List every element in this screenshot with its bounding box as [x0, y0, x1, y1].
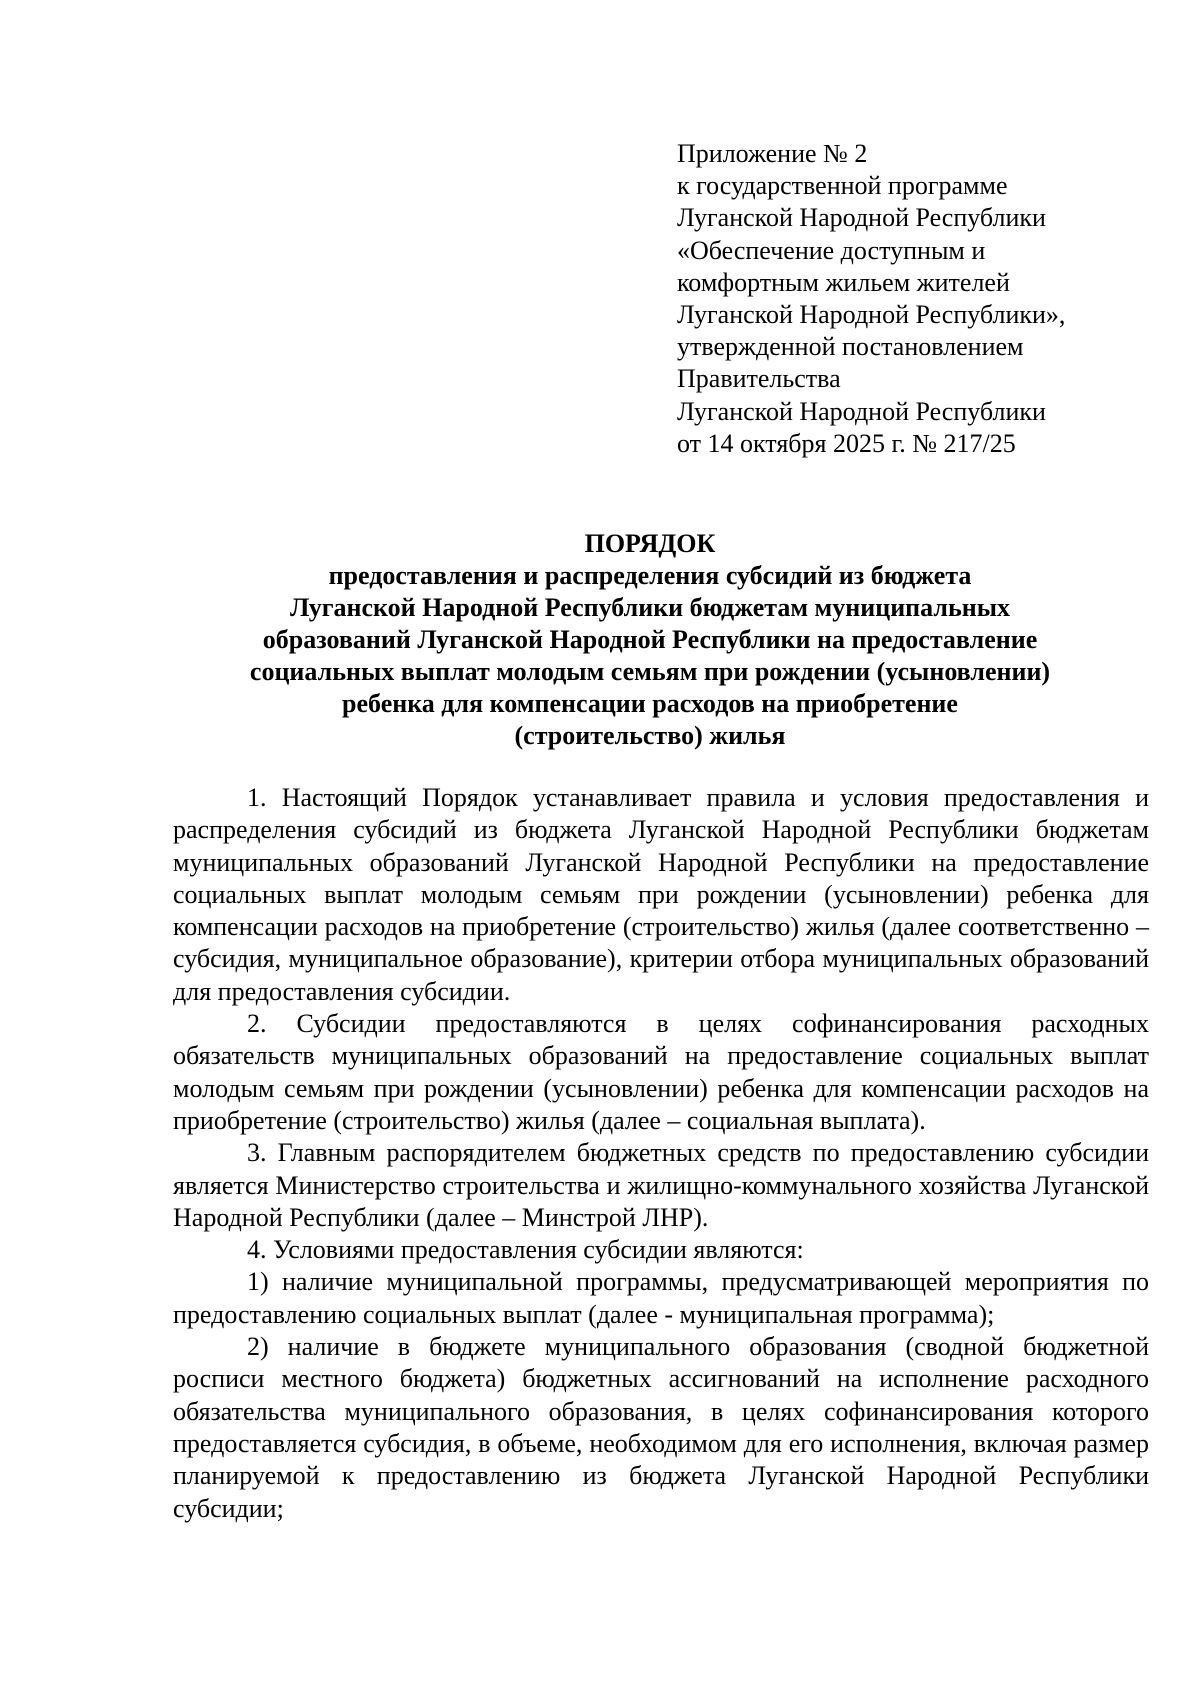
paragraph-2: 2. Субсидии предоставляются в целях софинансирования расходных обязательств муниципальных образований на предоставление социальных выплат молодым семьям при рождении (усыновлении) ребенка для компенсации расходов на приобретение (строительство) жилья (далее – социальная выплата).	[173, 1009, 1149, 1135]
appendix-line: Приложение № 2	[677, 139, 868, 168]
paragraph-3: 3. Главным распорядителем бюджетных средств по предоставлению субсидии является Министерство строительства и жилищно-коммунального хозяйства Луганской Народной Республики (далее – Минстрой ЛНР).	[173, 1138, 1149, 1232]
appendix-line: Луганской Народной Республики	[677, 203, 1046, 233]
appendix-line: Луганской Народной Республики	[677, 396, 1046, 426]
title-subtitle-line: социальных выплат молодым семьям при рождении (усыновлении)	[249, 657, 1051, 686]
appendix-line: от 14 октября 2025 г. № 217/25	[677, 428, 1016, 458]
paragraph-4-item-2: 2) наличие в бюджете муниципального образования (сводной бюджетной росписи местного бюджета) бюджетных ассигнований на исполнение расходного обязательства муниципального образования, в целях софинансирования которого предоставляется субсидия, в объеме, необходимом для его исполнения, включая размер планируемой к предоставлению из бюджета Луганской Народной Республики субсидии;	[173, 1332, 1149, 1523]
document-body	[173, 782, 1149, 1525]
title-subtitle-line: ребенка для компенсации расходов на приобретение	[342, 689, 958, 718]
title-subtitle-line: (строительство) жилья	[514, 721, 786, 750]
appendix-line: Правительства	[677, 364, 841, 394]
paragraph-1: 1. Настоящий Порядок устанавливает правила и условия предоставления и распределения субсидий из бюджета Луганской Народной Республики бюджетам муниципальных образований Луганской Народной Республики на предоставление социальных выплат молодым семьям при рождении (усыновлении) ребенка для компенсации расходов на приобретение (строительство) жилья (далее соответственно – субсидия, муниципальное образование), критерии отбора муниципальных образований для предоставления субсидии.	[173, 783, 1149, 1006]
appendix-header	[677, 138, 1157, 460]
appendix-line: к государственной программе	[677, 171, 1008, 201]
appendix-line: комфортным жильем жителей	[677, 267, 1010, 297]
appendix-line: утвержденной постановлением	[677, 332, 1024, 362]
title-subtitle-line: предоставления и распределения субсидий из бюджета	[328, 561, 972, 590]
title-subtitle-line: Луганской Народной Республики бюджетам муниципальных	[289, 593, 1010, 622]
title-main: ПОРЯДОК	[584, 529, 716, 558]
title-subtitle-line: образований Луганской Народной Республики на предоставление	[262, 625, 1038, 654]
paragraph-4: 4. Условиями предоставления субсидии являются:	[247, 1235, 804, 1265]
paragraph-4-item-1: 1) наличие муниципальной программы, предусматривающей мероприятия по предоставлению социальных выплат (далее - муниципальная программа);	[173, 1267, 1149, 1329]
appendix-line: Луганской Народной Республики»,	[677, 300, 1066, 330]
document-title	[170, 528, 1130, 752]
appendix-line: «Обеспечение доступным и	[677, 235, 986, 265]
